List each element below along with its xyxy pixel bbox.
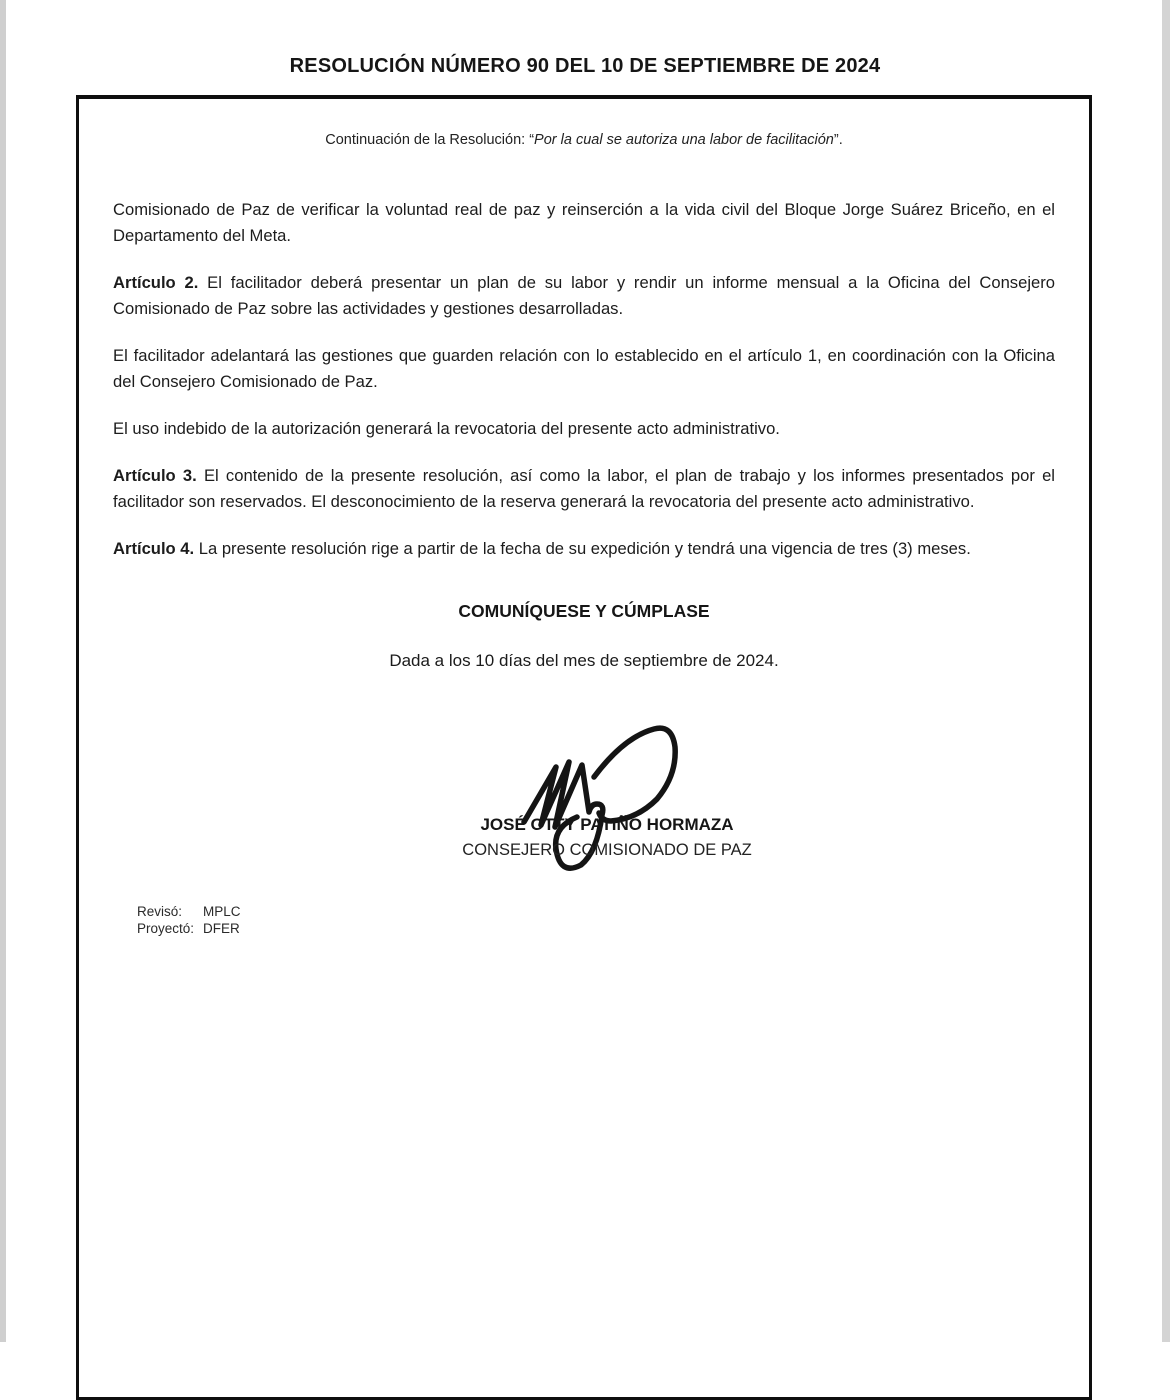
handwritten-signature-icon: [469, 717, 699, 897]
paragraph: [113, 416, 1055, 442]
issuance-date-line: Dada a los 10 días del mes de septiembre de 2024.: [389, 651, 779, 670]
paragraph: [113, 343, 1055, 395]
signatory-role: CONSEJERO COMISIONADO DE PAZ: [462, 841, 752, 859]
reviewed-label: Revisó:: [137, 904, 183, 919]
projected-value: DFER: [203, 921, 240, 936]
document-frame: [76, 95, 1092, 1400]
continuation-quoted-text: Por la cual se autoriza una labor de facilitación: [534, 132, 834, 148]
paragraph-text: El uso indebido de la autorización generará la revocatoria del presente acto administrativo.: [113, 419, 780, 438]
paragraph: [113, 270, 1055, 322]
paragraph-text: El facilitador adelantará las gestiones que guarden relación con lo establecido en el artículo 1, en coordinación con la Oficina del Consejero Comisionado de Paz.: [113, 346, 1055, 391]
article-2-lead: Artículo 2.: [113, 273, 199, 292]
projected-label: Proyectó:: [137, 921, 195, 936]
paragraph: [113, 536, 1055, 562]
signature-block: [113, 691, 1055, 903]
paragraph-text: Comisionado de Paz de verificar la voluntad real de paz y reinserción a la vida civil del Bloque Jorge Suárez Briceño, en el Departamento del Meta.: [113, 200, 1055, 245]
continuation-prefix: Continuación de la Resolución: “: [325, 132, 535, 148]
scan-edge-right: [1162, 0, 1170, 1342]
paragraph: [113, 463, 1055, 515]
reviewed-value: MPLC: [203, 904, 241, 919]
paragraph: [113, 197, 1055, 249]
article-3-lead: Artículo 3.: [113, 466, 197, 485]
signatory-name: JOSÉ OTTY PATIÑO HORMAZA: [480, 815, 734, 834]
article-4-lead: Artículo 4.: [113, 539, 195, 558]
document-body: [113, 197, 1055, 562]
reviewed-row: [137, 903, 1055, 920]
paragraph-text: La presente resolución rige a partir de la fecha de su expedición y tendrá una vigencia de tres (3) meses.: [194, 539, 971, 558]
projected-row: [137, 920, 1055, 937]
document-title: RESOLUCIÓN NÚMERO 90 DEL 10 DE SEPTIEMBRE DE 2024: [289, 55, 881, 77]
document-footer: [137, 903, 1055, 937]
continuation-suffix: ”.: [833, 132, 843, 148]
paragraph-text: El facilitador deberá presentar un plan de su labor y rendir un informe mensual a la Oficina del Consejero Comisionado de Paz sobre las actividades y gestiones desarrolladas.: [113, 273, 1056, 318]
paragraph-text: El contenido de la presente resolución, así como la labor, el plan de trabajo y los informes presentados por el facilitador son reservados. El desconocimiento de la reserva generará la revocatoria del presente acto administrativo.: [113, 466, 1055, 511]
order-statement: COMUNÍQUESE Y CÚMPLASE: [458, 601, 710, 621]
continuation-line: [113, 132, 1055, 148]
scan-edge-left: [0, 0, 6, 1342]
